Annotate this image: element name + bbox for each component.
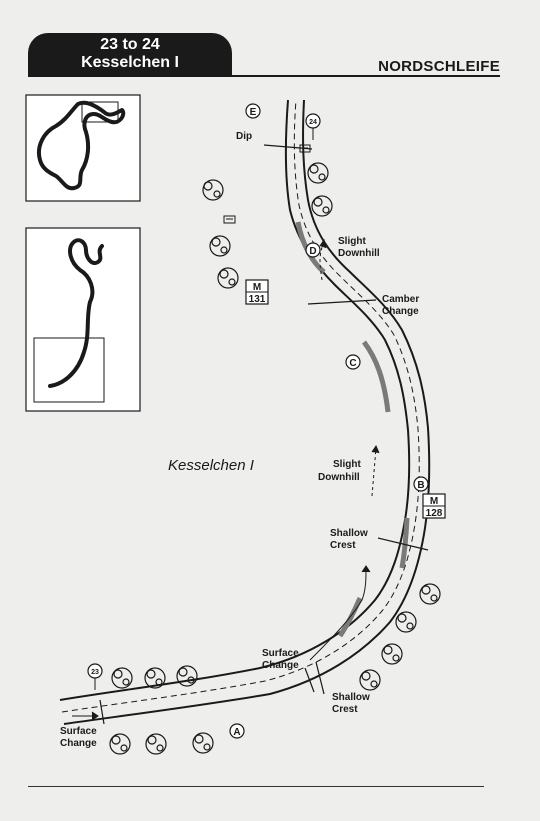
marker-post-128 [423, 494, 445, 519]
label-surface-change-mid-1: Surface [262, 648, 299, 659]
sign-icon [224, 216, 235, 223]
bush-icon [203, 180, 223, 200]
curb-c [364, 342, 388, 412]
diagram-title: Kesselchen I [168, 457, 254, 474]
svg-text:C: C [349, 358, 357, 369]
corner-pin-23 [88, 664, 102, 690]
marker-post-131 [246, 280, 268, 305]
label-dip: Dip [236, 131, 253, 142]
bush-icon [193, 733, 213, 753]
curb-b [402, 518, 407, 568]
bush-icon [210, 236, 230, 256]
reference-point-a [230, 724, 244, 738]
label-slight-downhill-top-1: Slight [338, 236, 366, 247]
label-surface-change-start-1: Surface [60, 726, 97, 737]
svg-text:B: B [417, 480, 425, 491]
bush-icon [308, 163, 328, 183]
circuit-overview-inset [26, 95, 140, 201]
bush-icon [110, 734, 130, 754]
label-shallow-crest-upper-1: Shallow [330, 528, 368, 539]
bush-icon [396, 612, 416, 632]
svg-text:M: M [252, 282, 262, 293]
downhill-arrow-mid [372, 448, 376, 496]
svg-text:E: E [249, 107, 257, 118]
section-zoom-inset [26, 228, 140, 411]
brand-title: NORDSCHLEIFE [378, 58, 500, 75]
reference-point-b [414, 477, 428, 491]
reference-point-d [306, 243, 320, 257]
surface-change-mid-line [305, 668, 314, 692]
corner-pin-24 [306, 114, 320, 140]
svg-text:131: 131 [248, 294, 266, 305]
surface-change-start-line [100, 700, 104, 724]
bush-icon [420, 584, 440, 604]
label-surface-change-start-2: Change [60, 738, 97, 749]
label-camber-change-1: Camber [382, 294, 420, 305]
footer-rule [28, 786, 484, 787]
svg-text:24: 24 [309, 119, 317, 126]
reference-point-c [346, 355, 360, 369]
shallow-crest-lower-line [316, 662, 324, 694]
label-slight-downhill-top-2: Downhill [338, 248, 380, 259]
label-slight-downhill-mid-2: Downhill [318, 472, 360, 483]
svg-text:A: A [233, 727, 241, 738]
downhill-arrow-top [320, 242, 324, 280]
label-surface-change-mid-2: Change [262, 660, 299, 671]
label-camber-change-2: Change [382, 306, 419, 317]
svg-text:23: 23 [91, 669, 99, 676]
corner-name: Kesselchen I [81, 54, 179, 71]
corner-numbers: 23 to 24 [100, 36, 160, 53]
svg-text:128: 128 [425, 508, 443, 519]
trackside-signs [224, 145, 310, 223]
svg-text:M: M [429, 496, 439, 507]
bush-icon [360, 670, 380, 690]
track-cross-lines [100, 145, 428, 724]
reference-point-e [246, 104, 260, 118]
bush-icon [177, 666, 197, 686]
label-shallow-crest-lower-2: Crest [332, 704, 358, 715]
bush-icon [382, 644, 402, 664]
bush-icon [146, 734, 166, 754]
label-shallow-crest-upper-2: Crest [330, 540, 356, 551]
bush-icon [312, 196, 332, 216]
bush-icon [218, 268, 238, 288]
label-slight-downhill-mid-1: Slight [333, 459, 361, 470]
label-shallow-crest-lower-1: Shallow [332, 692, 370, 703]
bush-icon [112, 668, 132, 688]
camber-change-line [308, 300, 376, 304]
svg-text:D: D [309, 246, 317, 257]
